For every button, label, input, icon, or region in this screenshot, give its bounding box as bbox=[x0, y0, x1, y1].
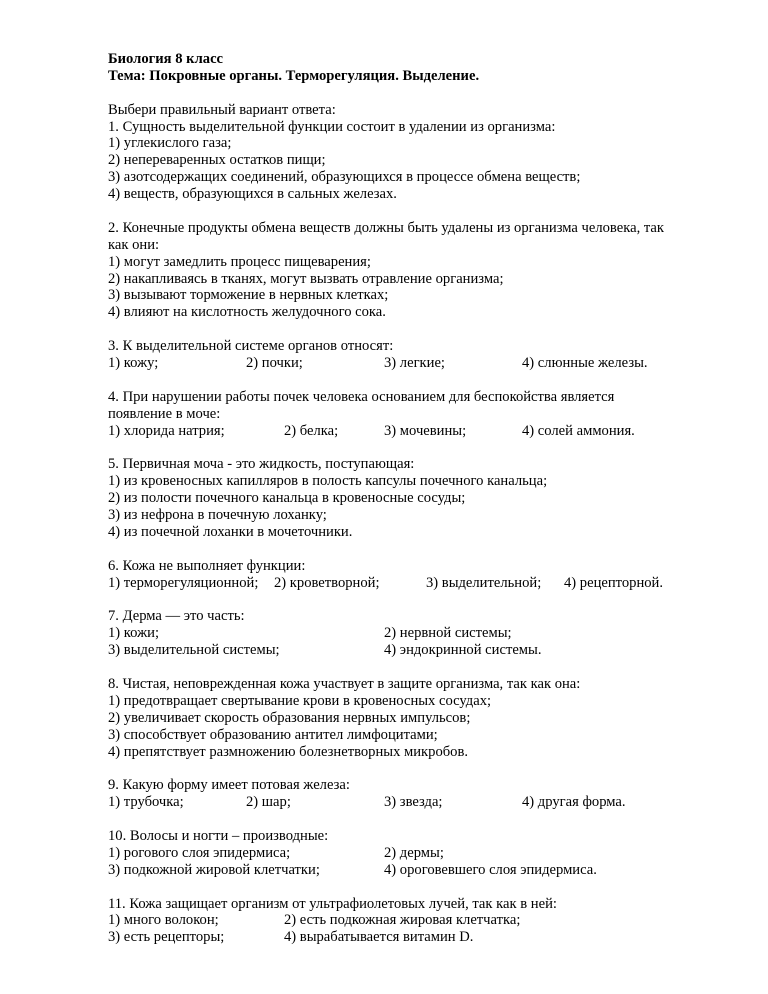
question-text: 3. К выделительной системе органов относят: bbox=[108, 338, 394, 355]
question-text: 8. Чистая, неповрежденная кожа участвует в защите организма, так как она: bbox=[108, 675, 581, 692]
answer-option: 4) слюнные железы. bbox=[522, 355, 648, 372]
answer-option: 1) кожу; bbox=[108, 355, 159, 372]
question-text-continued: как они: bbox=[108, 236, 160, 253]
question-text: 5. Первичная моча - это жидкость, поступающая: bbox=[108, 456, 415, 473]
question-8 bbox=[108, 676, 728, 760]
question-6 bbox=[108, 558, 728, 592]
answer-option: 3) выделительной; bbox=[426, 574, 542, 591]
answer-option: 3) легкие; bbox=[384, 355, 445, 372]
answer-option: 2) нервной системы; bbox=[384, 625, 512, 642]
answer-option: 1) кожи; bbox=[108, 625, 160, 642]
answer-option: 3) из нефрона в почечную лоханку; bbox=[108, 507, 327, 524]
answer-options-row bbox=[108, 794, 728, 811]
answer-option: 3) способствует образованию антител лимфоцитами; bbox=[108, 726, 438, 743]
answer-option: 4) препятствует размножению болезнетворных микробов. bbox=[108, 743, 469, 760]
document-subject: Биология 8 класс bbox=[108, 51, 224, 67]
answer-option: 4) другая форма. bbox=[522, 794, 626, 811]
answer-option: 2) дермы; bbox=[384, 844, 444, 861]
answer-options-row bbox=[108, 845, 728, 862]
question-text: 10. Волосы и ногти – производные: bbox=[108, 827, 329, 844]
instruction-text: Выбери правильный вариант ответа: bbox=[108, 101, 336, 118]
answer-option: 1) предотвращает свертывание крови в кровеносных сосудах; bbox=[108, 692, 492, 709]
answer-option: 2) белка; bbox=[284, 422, 339, 439]
document-topic: Тема: Покровные органы. Терморегуляция. Выделение. bbox=[108, 67, 480, 84]
question-text: 6. Кожа не выполняет функции: bbox=[108, 557, 306, 574]
answer-options-row bbox=[108, 929, 728, 946]
answer-options-row bbox=[108, 355, 728, 372]
answer-option: 4) из почечной лоханки в мочеточники. bbox=[108, 523, 353, 540]
answer-option: 1) рогового слоя эпидермиса; bbox=[108, 844, 291, 861]
answer-option: 2) непереваренных остатков пищи; bbox=[108, 152, 326, 169]
answer-option: 1) хлорида натрия; bbox=[108, 422, 225, 439]
answer-option: 2) накапливаясь в тканях, могут вызвать отравление организма; bbox=[108, 270, 504, 287]
answer-options-row bbox=[108, 575, 728, 592]
answer-option: 4) веществ, образующихся в сальных железах. bbox=[108, 186, 397, 203]
question-text: 4. При нарушении работы почек человека основанием для беспокойства является bbox=[108, 388, 615, 405]
answer-option: 4) солей аммония. bbox=[522, 422, 635, 439]
answer-options-row bbox=[108, 423, 728, 440]
answer-option: 2) есть подкожная жировая клетчатка; bbox=[284, 912, 521, 929]
question-1 bbox=[108, 119, 728, 203]
question-10 bbox=[108, 828, 728, 879]
answer-option: 4) вырабатывается витамин D. bbox=[284, 929, 474, 946]
answer-option: 3) выделительной системы; bbox=[108, 642, 280, 659]
answer-option: 1) трубочка; bbox=[108, 794, 184, 811]
question-3 bbox=[108, 338, 728, 372]
document-page bbox=[108, 51, 728, 946]
answer-option: 4) влияют на кислотность желудочного сока. bbox=[108, 304, 386, 321]
answer-option: 4) ороговевшего слоя эпидермиса. bbox=[384, 861, 597, 878]
answer-option: 1) могут замедлить процесс пищеварения; bbox=[108, 253, 371, 270]
answer-option: 3) азотсодержащих соединений, образующихся в процессе обмена веществ; bbox=[108, 169, 581, 186]
answer-options-row bbox=[108, 642, 728, 659]
question-9 bbox=[108, 777, 728, 811]
answer-options-row bbox=[108, 912, 728, 929]
question-4 bbox=[108, 389, 728, 440]
answer-option: 3) звезда; bbox=[384, 794, 443, 811]
answer-option: 2) шар; bbox=[246, 794, 291, 811]
question-11 bbox=[108, 896, 728, 947]
answer-option: 2) почки; bbox=[246, 355, 303, 372]
answer-option: 2) кроветворной; bbox=[274, 574, 380, 591]
answer-option: 4) рецепторной. bbox=[564, 574, 664, 591]
answer-option: 2) увеличивает скорость образования нервных импульсов; bbox=[108, 709, 471, 726]
answer-option: 1) много волокон; bbox=[108, 912, 219, 929]
answer-option: 3) вызывают торможение в нервных клетках; bbox=[108, 287, 389, 304]
answer-option: 3) есть рецепторы; bbox=[108, 929, 225, 946]
answer-option: 2) из полости почечного канальца в кровеносные сосуды; bbox=[108, 490, 466, 507]
answer-options-row bbox=[108, 862, 728, 879]
answer-option: 1) углекислого газа; bbox=[108, 135, 232, 152]
answer-option: 1) из кровеносных капилляров в полость капсулы почечного канальца; bbox=[108, 473, 548, 490]
question-text: 2. Конечные продукты обмена веществ должны быть удалены из организма человека, так bbox=[108, 219, 664, 236]
question-5 bbox=[108, 456, 728, 540]
answer-options-row bbox=[108, 625, 728, 642]
answer-option: 4) эндокринной системы. bbox=[384, 642, 542, 659]
question-text: 11. Кожа защищает организм от ультрафиолетовых лучей, так как в ней: bbox=[108, 895, 557, 912]
question-text: 1. Сущность выделительной функции состоит в удалении из организма: bbox=[108, 118, 556, 135]
answer-option: 3) мочевины; bbox=[384, 422, 467, 439]
answer-option: 3) подкожной жировой клетчатки; bbox=[108, 861, 320, 878]
question-7 bbox=[108, 608, 728, 659]
question-text: 7. Дерма — это часть: bbox=[108, 608, 245, 625]
question-2 bbox=[108, 220, 728, 321]
question-text-continued: появление в моче: bbox=[108, 405, 221, 422]
answer-option: 1) терморегуляционной; bbox=[108, 574, 259, 591]
question-text: 9. Какую форму имеет потовая железа: bbox=[108, 777, 350, 794]
